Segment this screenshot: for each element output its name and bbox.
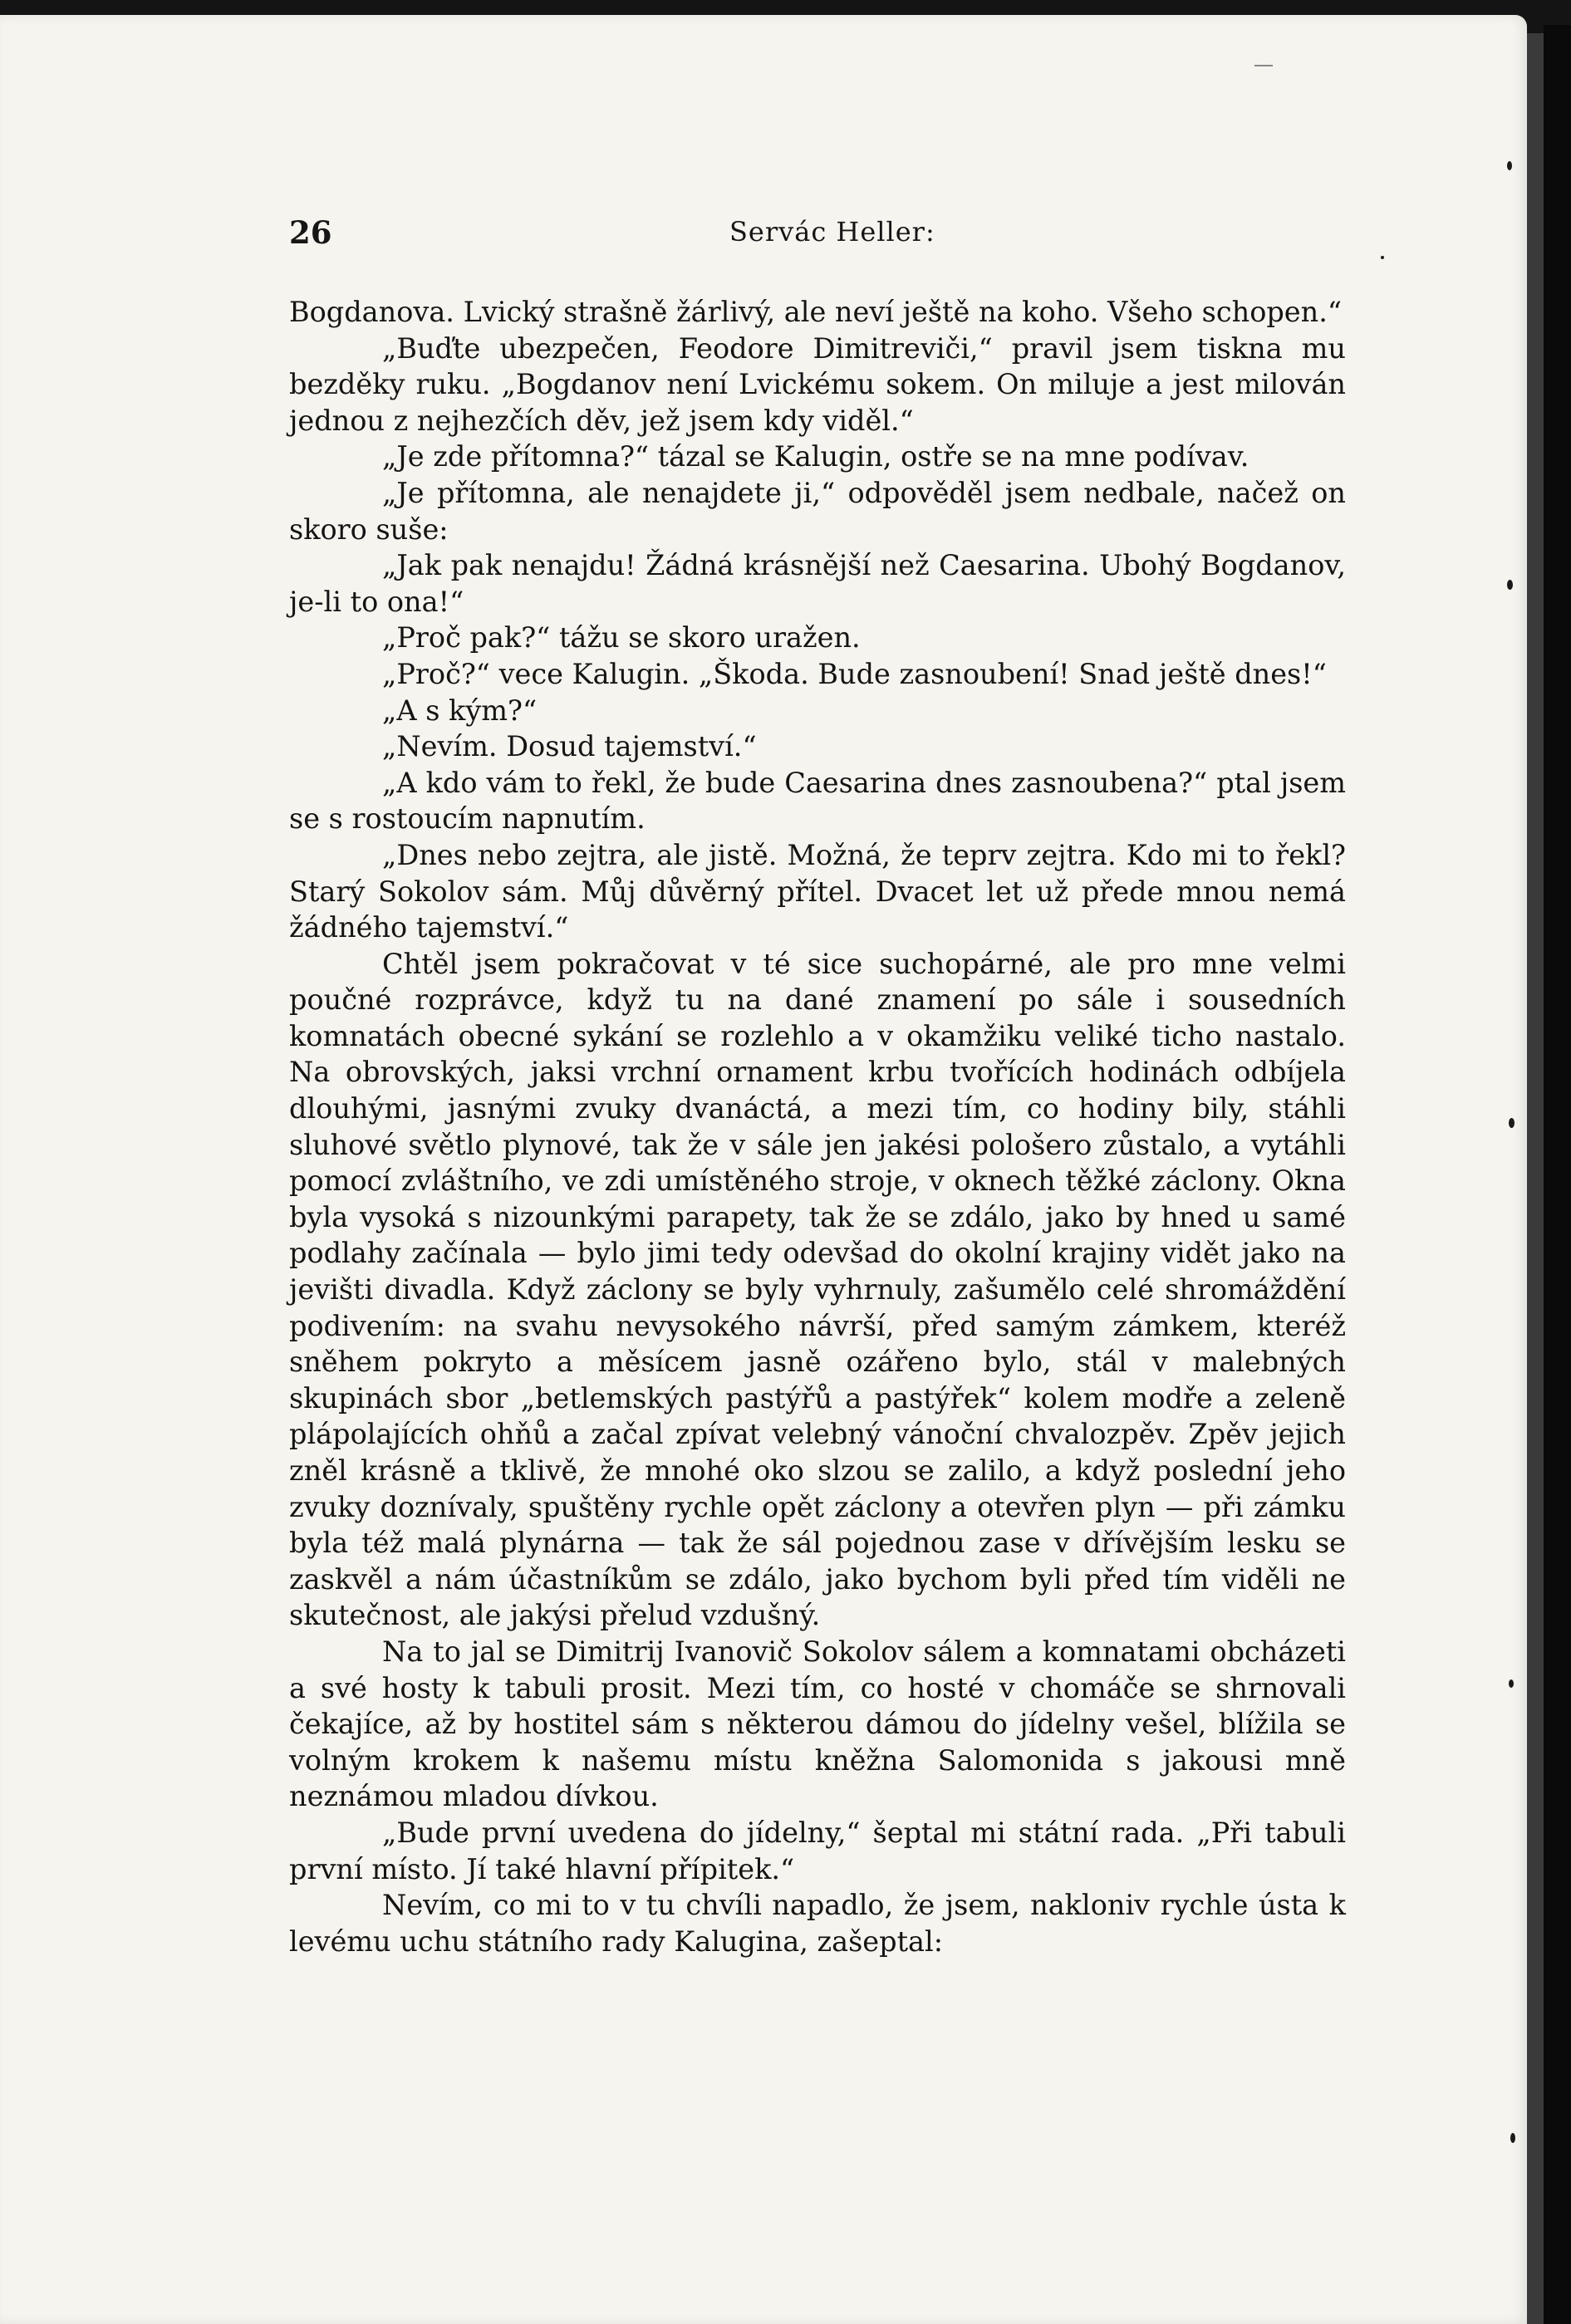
paragraph: „A kdo vám to řekl, že bude Caesarina dnes zasnoubena?“ ptal jsem se s rostoucím napnutím.	[289, 766, 1346, 836]
paragraph: „Je přítomna, ale nenajdete ji,“ odpověděl jsem nedbale, načež on skoro suše:	[289, 476, 1346, 546]
paragraph: „Buďte ubezpečen, Feodore Dimitreviči,“ pravil jsem tiskna mu bezděky ruku. „Bogdanov není Lvickému sokem. On miluje a jest milován jednou z nejhezčích děv, jež jsem kdy viděl.“	[289, 331, 1346, 437]
paragraph: „Jak pak nenajdu! Žádná krásnější než Caesarina. Ubohý Bogdanov, je-li to ona!“	[289, 549, 1346, 618]
scanner-border	[1544, 25, 1571, 2324]
running-title: Servác Heller:	[729, 216, 935, 248]
paragraph: „Proč?“ vece Kalugin. „Škoda. Bude zasnoubení! Snad ještě dnes!“	[382, 657, 1327, 690]
paragraph: „Proč pak?“ tážu se skoro uražen.	[382, 621, 861, 655]
paragraph: „Dnes nebo zejtra, ale jistě. Možná, že teprv zejtra. Kdo mi to řekl? Starý Sokolov sám. Můj důvěrný přítel. Dvacet let už přede mnou nemá žádného tajemství.“	[289, 838, 1346, 944]
page-header	[289, 214, 1344, 261]
paragraph: Na to jal se Dimitrij Ivanovič Sokolov sálem a komnatami obcházeti a své hosty k tabuli prosit. Mezi tím, co hosté v chomáče se shrnovali čekajíce, až by hostitel sám s některou dámou do jídelny vešel, blížila se volným krokem k našemu místu kněžna Salomonida s jakousi mně neznámou mladou dívkou.	[289, 1635, 1346, 1813]
body-text	[289, 294, 1346, 1959]
paragraph: „Nevím. Dosud tajemství.“	[382, 730, 757, 763]
paragraph: Chtěl jsem pokračovat v té sice suchopárné, ale pro mne velmi poučné rozprávce, když tu na dané znamení po sále i sousedních komnatách obecné sykání se rozlehlo a v okamžiku veliké ticho nastalo. Na obrovských, jaksi vrchní ornament krbu tvořících hodinách odbíjela dlouhými, jasnými zvuky dvanáctá, a mezi tím, co hodiny bily, stáhli sluhové světlo plynové, tak že v sále jen jakési pološero zůstalo, a vytáhli pomocí zvláštního, ve zdi umístěného stroje, v oknech těžké záclony. Okna byla vysoká s nizounkými parapety, tak že se zdálo, jako by hned u samé podlahy začínala — bylo jimi tedy odevšad do okolní krajiny vidět jako na jevišti divadla. Když záclony se byly vyhrnuly, zašumělo celé shromáždění podivením: na svahu nevysokého návrší, před samým zámkem, kteréž sněhem pokryto a měsícem jasně ozářeno bylo, stál v malebných skupinách sbor „betlemských pastýřů a pastýřek“ kolem modře a zeleně plápolajících ohňů a začal zpívat velebný vánoční chvalozpěv. Zpěv jejich zněl krásně a tklivě, že mnohé oko slzou se zalilo, a když poslední jeho zvuky doznívaly, spuštěny rychle opět záclony a otevřen plyn — při zámku byla též malá plynárna — tak že sál pojednou zase v dřívějším lesku se zaskvěl a nám účastníkům se zdálo, jako bychom byli před tím viděli ne skutečnost, ale jakýsi přelud vzdušný.	[289, 947, 1346, 1632]
paragraph: „Je zde přítomna?“ tázal se Kalugin, ostře se na mne podívav.	[382, 440, 1249, 473]
paragraph: Bogdanova. Lvický strašně žárlivý, ale neví ještě na koho. Všeho schopen.“	[289, 296, 1342, 328]
paragraph: „Bude první uvedena do jídelny,“ šeptal mi státní rada. „Při tabuli první místo. Jí také hlavní přípitek.“	[289, 1816, 1346, 1885]
paragraph: „A s kým?“	[382, 694, 538, 727]
paragraph: Nevím, co mi to v tu chvíli napadlo, že jsem, nakloniv rychle ústa k levému uchu státního rady Kalugina, zašeptal:	[289, 1889, 1346, 1958]
page-number: 26	[289, 214, 332, 251]
page-edge-shadow	[1527, 33, 1544, 2324]
